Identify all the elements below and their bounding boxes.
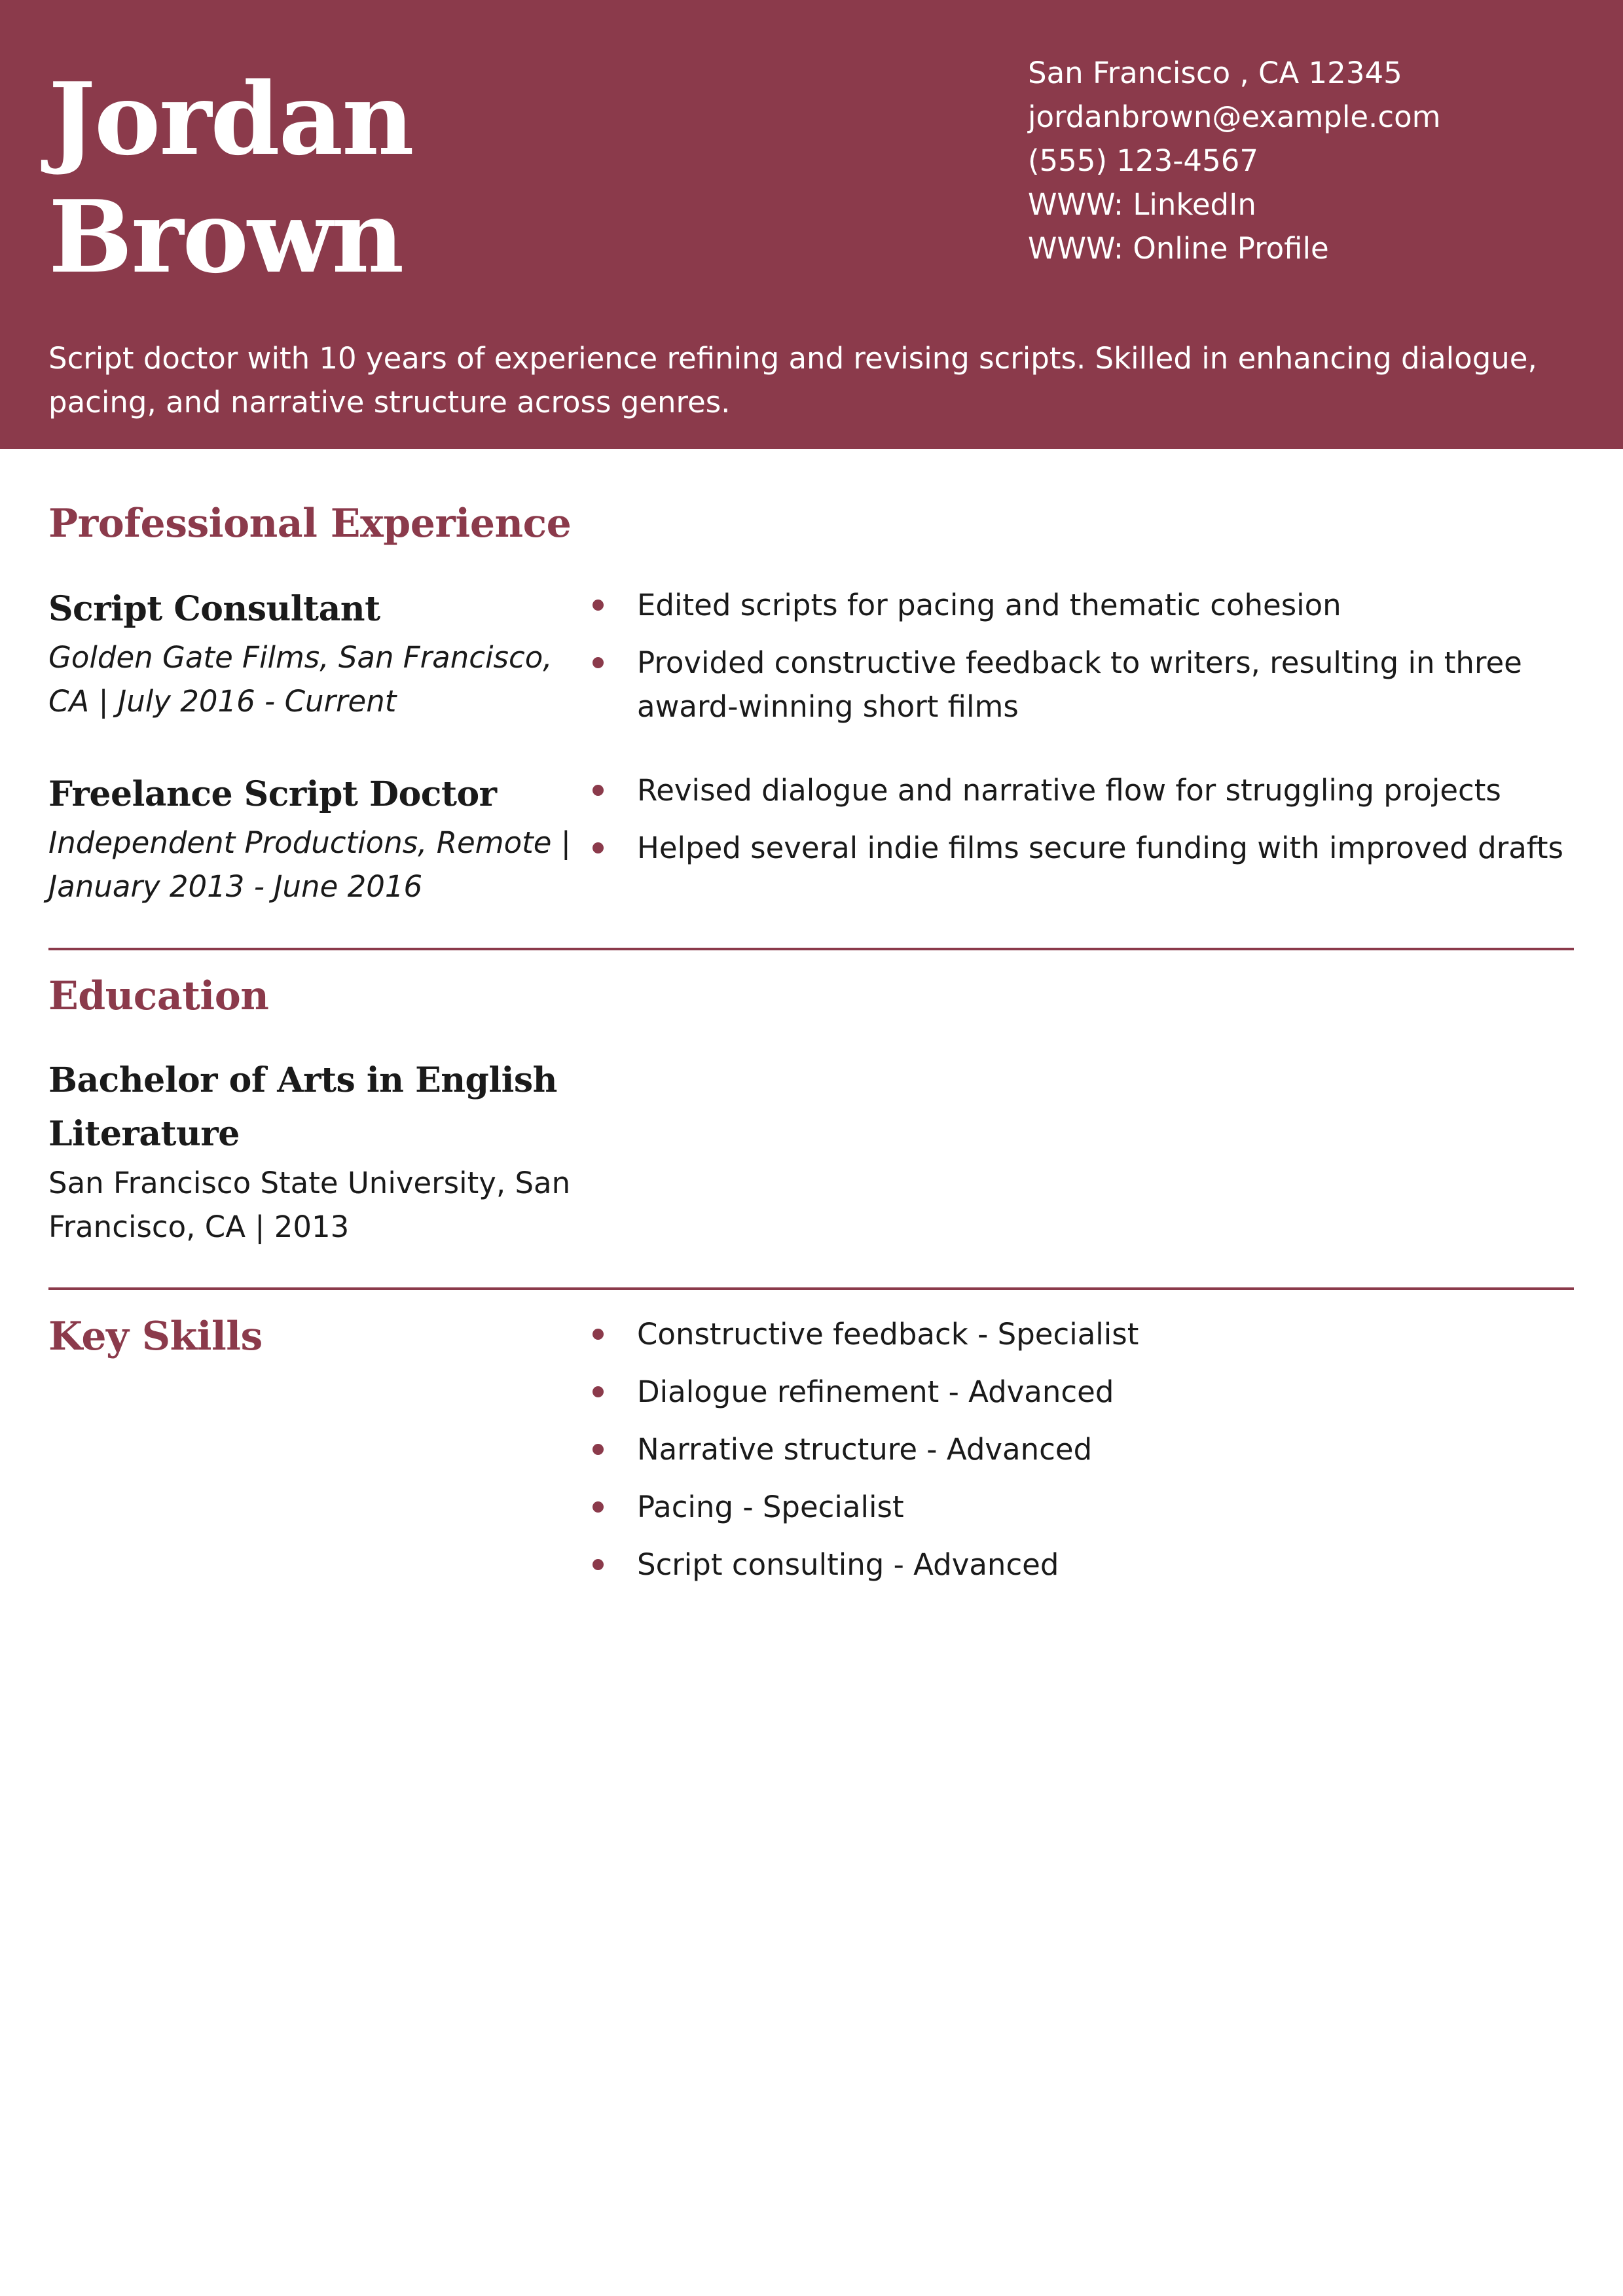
contact-phone: (555) 123-4567	[1028, 143, 1258, 178]
list-item: Edited scripts for pacing and thematic cohesion	[593, 583, 1581, 627]
job-details: Independent Productions, Remote | January 2013 - June 2016	[48, 825, 571, 904]
candidate-name	[48, 60, 900, 296]
job-title: Script Consultant	[48, 589, 380, 629]
school-details: San Francisco State University, San Francisco, CA | 2013	[48, 1166, 571, 1244]
list-item: Helped several indie films secure funding with improved drafts	[593, 826, 1581, 870]
bullet-dot-icon	[593, 1386, 604, 1397]
list-item: Pacing - Specialist	[593, 1485, 1581, 1529]
bullet-dot-icon	[593, 1501, 604, 1513]
experience-heading: Professional Experience	[48, 501, 572, 547]
list-item: Dialogue refinement - Advanced	[593, 1370, 1581, 1414]
job-entry-2	[48, 768, 572, 908]
first-name: Jordan	[48, 60, 413, 177]
education-entry	[48, 1054, 572, 1249]
list-item: Script consulting - Advanced	[593, 1543, 1581, 1587]
contact-email[interactable]: jordanbrown@example.com	[1028, 99, 1441, 134]
contact-block	[1028, 51, 1591, 270]
section-divider	[48, 1287, 1574, 1290]
last-name: Brown	[48, 178, 403, 295]
bullet-dot-icon	[593, 842, 604, 853]
list-item: Revised dialogue and narrative flow for struggling projects	[593, 768, 1581, 812]
bullet-dot-icon	[593, 785, 604, 796]
job-title: Freelance Script Doctor	[48, 774, 497, 814]
skills-heading: Key Skills	[48, 1314, 263, 1359]
contact-location: San Francisco , CA 12345	[1028, 56, 1402, 90]
contact-profile-link[interactable]: WWW: Online Profile	[1028, 231, 1329, 266]
degree-title: Bachelor of Arts in English Literature	[48, 1060, 557, 1154]
section-divider	[48, 948, 1574, 950]
list-item: Provided constructive feedback to writers, resulting in three award-winning short films	[593, 641, 1581, 728]
resume-header	[0, 0, 1623, 449]
skills-list	[593, 1312, 1581, 1600]
job-1-bullets	[593, 583, 1581, 742]
contact-linkedin-link[interactable]: WWW: LinkedIn	[1028, 187, 1256, 222]
list-item: Constructive feedback - Specialist	[593, 1312, 1581, 1356]
job-2-bullets	[593, 768, 1581, 884]
education-heading: Education	[48, 973, 269, 1019]
job-details: Golden Gate Films, San Francisco, CA | July 2016 - Current	[48, 640, 553, 719]
professional-summary: Script doctor with 10 years of experience refining and revising scripts. Skilled in enhancing dialogue, pacing, and narrative structure across genres.	[48, 341, 1537, 420]
bullet-dot-icon	[593, 657, 604, 668]
bullet-dot-icon	[593, 1329, 604, 1340]
job-entry-1	[48, 583, 572, 723]
list-item: Narrative structure - Advanced	[593, 1427, 1581, 1471]
bullet-dot-icon	[593, 1559, 604, 1570]
bullet-dot-icon	[593, 1444, 604, 1455]
bullet-dot-icon	[593, 600, 604, 611]
